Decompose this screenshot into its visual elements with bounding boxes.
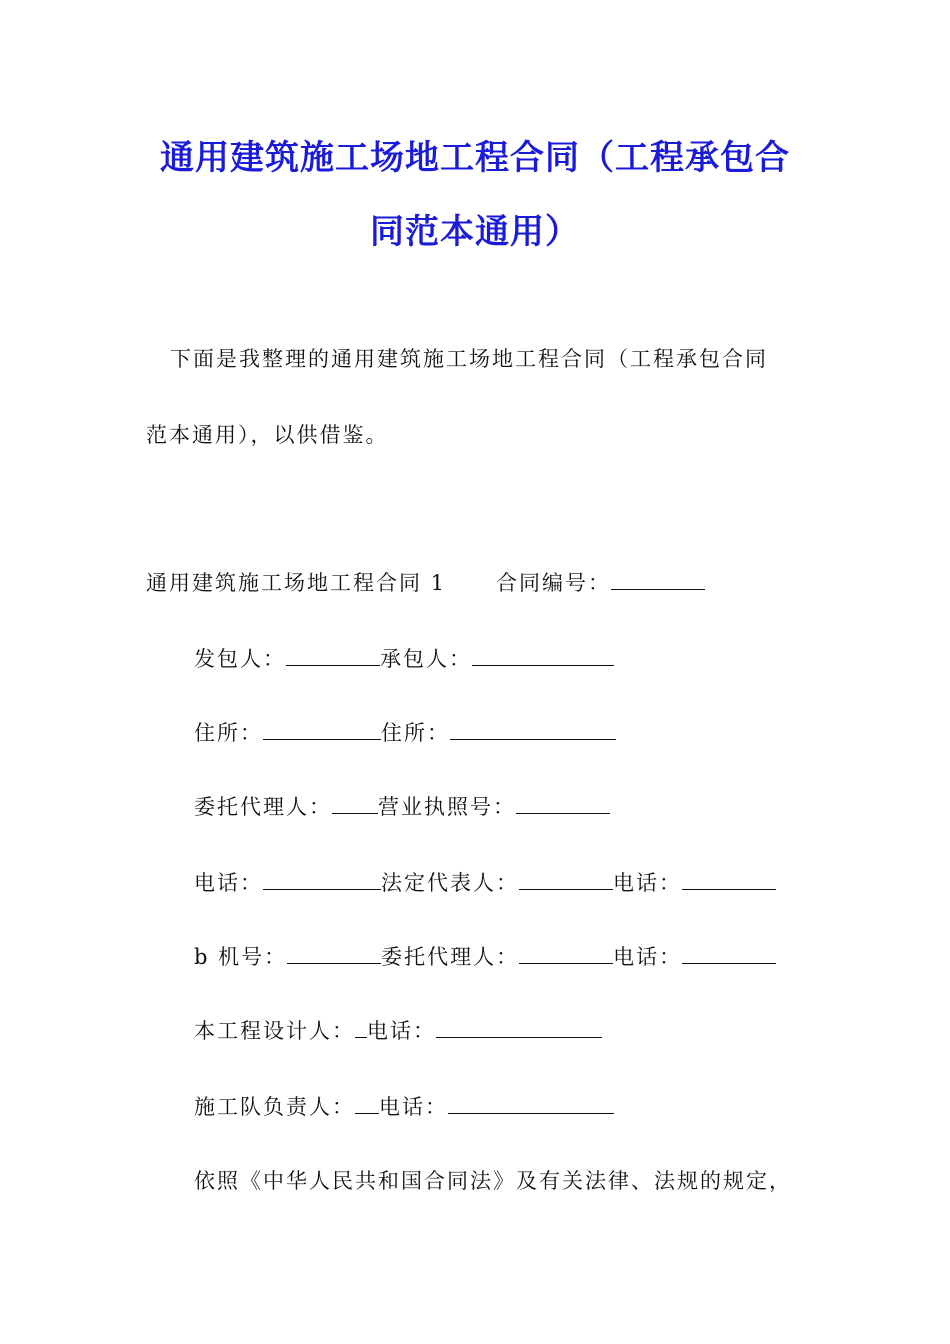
employer-address-blank bbox=[263, 719, 381, 740]
designer-blank bbox=[355, 1017, 367, 1038]
agent-blank bbox=[332, 793, 378, 814]
agent-label: 委托代理人： bbox=[194, 795, 332, 819]
phone-row bbox=[194, 868, 776, 898]
employer-blank bbox=[286, 645, 380, 666]
legal-rep-blank bbox=[519, 869, 613, 890]
designer-phone-blank bbox=[436, 1017, 602, 1038]
intro-paragraph-line-2: 范本通用），以供借鉴。 bbox=[146, 423, 389, 447]
contract-number-label: 合同编号： bbox=[496, 571, 612, 595]
designer-label: 本工程设计人： bbox=[194, 1019, 355, 1043]
mobile-label: b 机号： bbox=[194, 945, 288, 969]
team-leader-label: 施工队负责人： bbox=[194, 1095, 355, 1119]
legal-rep-phone-blank bbox=[682, 869, 776, 890]
agent2-phone-label: 电话： bbox=[613, 945, 683, 969]
designer-phone-label: 电话： bbox=[367, 1019, 436, 1043]
team-leader-phone-blank bbox=[448, 1093, 614, 1114]
mobile-row bbox=[194, 942, 776, 972]
legal-rep-phone-label: 电话： bbox=[613, 871, 682, 895]
phone-blank bbox=[263, 869, 381, 890]
license-label: 营业执照号： bbox=[378, 795, 516, 819]
agent2-phone-blank bbox=[682, 943, 776, 964]
agent2-blank bbox=[519, 943, 613, 964]
agent2-label: 委托代理人： bbox=[381, 945, 520, 969]
legal-rep-label: 法定代表人： bbox=[381, 871, 519, 895]
contractor-blank bbox=[472, 645, 614, 666]
document-title-line-2: 同范本通用） bbox=[370, 212, 580, 252]
employer-label: 发包人： bbox=[194, 647, 286, 671]
team-leader-row bbox=[194, 1092, 614, 1122]
contract-number-blank bbox=[611, 569, 705, 590]
agent-row bbox=[194, 792, 610, 822]
contractor-address-blank bbox=[450, 719, 616, 740]
team-leader-blank bbox=[355, 1093, 379, 1114]
document-title-line-1: 通用建筑施工场地工程合同（工程承包合 bbox=[160, 138, 790, 178]
team-leader-phone-label: 电话： bbox=[379, 1095, 448, 1119]
designer-row bbox=[194, 1016, 602, 1046]
address-row bbox=[194, 718, 616, 748]
mobile-blank bbox=[287, 943, 381, 964]
license-blank bbox=[516, 793, 610, 814]
legal-basis-line: 依照《中华人民共和国合同法》及有关法律、法规的规定， bbox=[194, 1169, 792, 1193]
party-row bbox=[194, 644, 614, 674]
intro-paragraph-line-1: 下面是我整理的通用建筑施工场地工程合同（工程承包合同 bbox=[170, 347, 768, 371]
phone-label: 电话： bbox=[194, 871, 263, 895]
contract-heading-row bbox=[146, 568, 705, 598]
employer-address-label: 住所： bbox=[194, 721, 263, 745]
contractor-address-label: 住所： bbox=[381, 721, 450, 745]
contract-heading: 通用建筑施工场地工程合同 1 bbox=[146, 571, 447, 595]
contractor-label: 承包人： bbox=[380, 647, 472, 671]
